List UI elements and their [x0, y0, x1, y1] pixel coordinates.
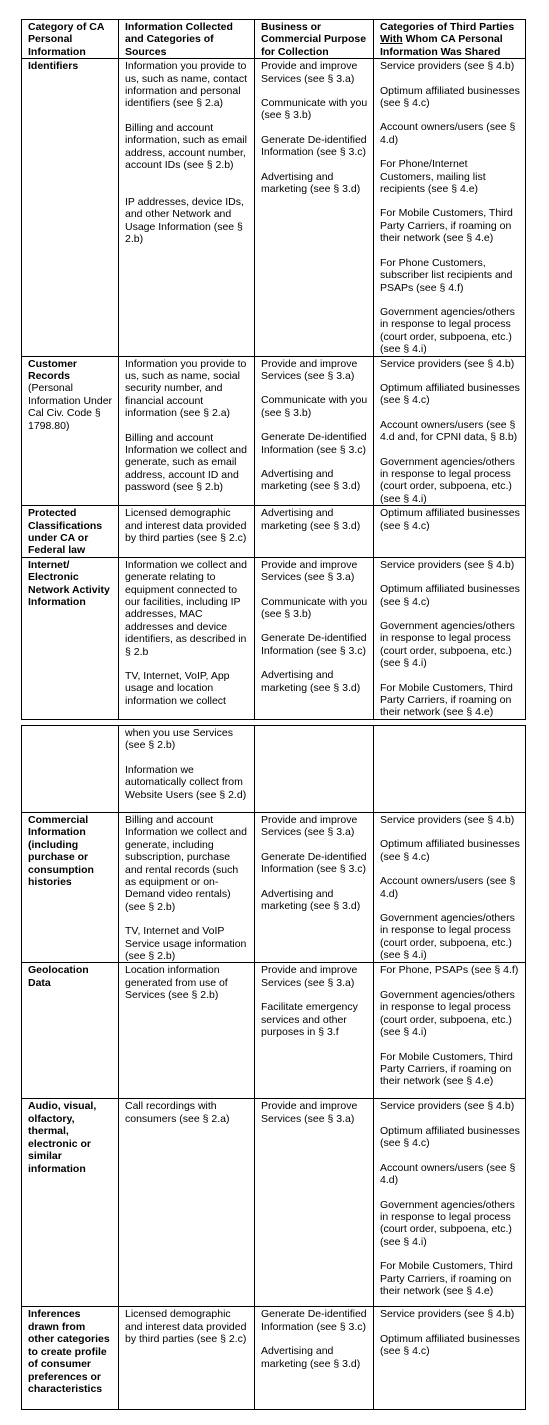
collected-cell-paragraph: Billing and account information, such as email address, account number, account IDs (see § 2.b) [125, 121, 247, 172]
collected-cell-paragraph: Information you provide to us, such as name, social security number, and financial account information (see § 2.a) [125, 357, 247, 420]
third-parties-cell-paragraph: For Mobile Customers, Third Party Carriers, if roaming on their network (see § 4.e) [380, 1260, 513, 1297]
category-cell [22, 1307, 119, 1410]
third-parties-cell-paragraph: Service providers (see § 4.b) [380, 1100, 515, 1113]
third-parties-cell-paragraph: Optimum affiliated businesses (see § 4.c) [380, 507, 520, 532]
purpose-cell-paragraph: Communicate with you (see § 3.b) [261, 595, 368, 621]
purpose-cell-paragraph: Generate De-identified Information (see § 3.c) [261, 431, 367, 456]
purpose-cell [255, 557, 374, 719]
purpose-cell [255, 1307, 374, 1410]
table-row [22, 726, 526, 813]
purpose-cell-paragraph: Generate De-identified Information (see § 3.c) [261, 850, 367, 876]
header-third-parties: Categories of Third Parties With Whom CA Personal Information Was Shared [374, 20, 526, 59]
collected-cell-paragraph: Information you provide to us, such as name, contact information and personal identifiers (see § 2.a) [125, 60, 247, 110]
collected-cell [119, 813, 255, 963]
collected-cell-paragraph: TV, Internet, VoIP, App usage and location information we collect [125, 670, 230, 707]
collected-cell [119, 1099, 255, 1307]
third-parties-cell-paragraph: For Phone Customers, subscriber list recipients and PSAPs (see § 4.f) [380, 256, 513, 294]
collected-cell-paragraph: TV, Internet and VoIP Service usage information (see § 2.b) [125, 925, 247, 963]
third-parties-cell [374, 59, 526, 356]
category-cell [22, 356, 119, 506]
collected-cell-paragraph: Billing and account Information we collect and generate, such as email address, account ID and password (see § 2.b) [125, 431, 247, 494]
purpose-cell-paragraph: Advertising and marketing (see § 3.d) [261, 1345, 361, 1370]
collected-cell [119, 1307, 255, 1410]
table-row [22, 963, 526, 1099]
purpose-cell-paragraph: Provide and improve Services (see § 3.a) [261, 814, 358, 839]
third-parties-cell [374, 356, 526, 506]
third-parties-cell [374, 1099, 526, 1307]
table-row [22, 356, 526, 506]
category-name: Inferences drawn from other categories to create profile of consumer preferences or characteristics [28, 1308, 110, 1395]
third-parties-cell-paragraph: Government agencies/others in response to legal process (court order, subpoena, etc.) (see § 4.i) [380, 1198, 515, 1248]
third-parties-cell-paragraph: For Mobile Customers, Third Party Carriers, if roaming on their network (see § 4.e) [380, 1050, 513, 1088]
third-parties-cell [374, 813, 526, 963]
third-parties-cell [374, 506, 526, 558]
collected-cell-paragraph: Information we collect and generate relating to equipment connected to our facilities, including IP addresses, MAC addresses and device identifiers, as described in § 2.b [125, 558, 247, 658]
privacy-table-part-2 [21, 725, 526, 1410]
third-parties-cell-paragraph: Government agencies/others in response to legal process (court order, subpoena, etc.) (see § 4.i) [380, 305, 515, 356]
table-row [22, 557, 526, 719]
header-purpose: Business or Commercial Purpose for Collection [255, 20, 374, 59]
collected-cell-paragraph: when you use Services (see § 2.b) [125, 727, 233, 752]
purpose-cell-paragraph: Communicate with you (see § 3.b) [261, 394, 368, 419]
collected-cell [119, 963, 255, 1099]
category-cell [22, 813, 119, 963]
third-parties-cell-paragraph: Service providers (see § 4.b) [380, 558, 515, 571]
category-cell [22, 557, 119, 719]
category-note: (Personal Information Under Cal Civ. Code § 1798.80) [28, 382, 113, 432]
purpose-cell-paragraph: Provide and improve Services (see § 3.a) [261, 1100, 358, 1125]
third-parties-cell-paragraph: Government agencies/others in response to legal process (court order, subpoena, etc.) (see § 4.i) [380, 988, 515, 1039]
purpose-cell-paragraph: Facilitate emergency services and other purposes in § 3.f [261, 1001, 358, 1039]
purpose-cell-paragraph: Generate De-identified Information (see § 3.c) [261, 1308, 367, 1333]
table-row [22, 506, 526, 558]
third-parties-cell-paragraph: Government agencies/others in response to legal process (court order, subpoena, etc.) (see § 4.i) [380, 912, 515, 962]
purpose-cell-paragraph: Generate De-identified Information (see § 3.c) [261, 632, 367, 657]
third-parties-cell-paragraph: For Mobile Customers, Third Party Carriers, if roaming on their network (see § 4.e) [380, 207, 513, 245]
collected-cell [119, 726, 255, 813]
third-parties-cell-paragraph: Government agencies/others in response to legal process (court order, subpoena, etc.) (see § 4.i) [380, 455, 515, 505]
collected-cell [119, 356, 255, 506]
purpose-cell-paragraph: Advertising and marketing (see § 3.d) [261, 170, 361, 196]
third-parties-cell-paragraph: Optimum affiliated businesses (see § 4.c) [380, 1332, 520, 1358]
third-parties-cell-paragraph: Government agencies/others in response to legal process (court order, subpoena, etc.) (see § 4.i) [380, 620, 515, 670]
purpose-cell [255, 963, 374, 1099]
third-parties-cell-paragraph: Account owners/users (see § 4.d) [380, 1161, 516, 1187]
third-parties-cell-paragraph: Account owners/users (see § 4.d) [380, 121, 516, 146]
purpose-cell-paragraph: Advertising and marketing (see § 3.d) [261, 507, 361, 532]
table-row [22, 1307, 526, 1410]
purpose-cell-paragraph: Advertising and marketing (see § 3.d) [261, 669, 361, 694]
purpose-cell-paragraph: Generate De-identified Information (see § 3.c) [261, 133, 367, 159]
purpose-cell-paragraph: Advertising and marketing (see § 3.d) [261, 887, 361, 913]
table-header-row [22, 20, 526, 59]
collected-cell-paragraph: Information we automatically collect from Website Users (see § 2.d) [125, 763, 247, 801]
collected-cell-paragraph: IP addresses, device IDs, and other Network and Usage Information (see § 2.b) [125, 195, 244, 246]
third-parties-cell-paragraph: Service providers (see § 4.b) [380, 60, 515, 73]
third-parties-cell-paragraph: Optimum affiliated businesses (see § 4.c) [380, 583, 520, 608]
purpose-cell [255, 1099, 374, 1307]
collected-cell-paragraph: Location information generated from use of Services (see § 2.b) [125, 964, 228, 1002]
category-cell [22, 506, 119, 558]
header-collected: Information Collected and Categories of Sources [119, 20, 255, 59]
category-name: Identifiers [28, 60, 79, 73]
third-parties-cell [374, 726, 526, 813]
third-parties-cell [374, 1307, 526, 1410]
third-parties-cell-paragraph: Optimum affiliated businesses (see § 4.c) [380, 838, 520, 863]
category-cell [22, 963, 119, 1099]
purpose-cell-paragraph: Advertising and marketing (see § 3.d) [261, 467, 361, 493]
third-parties-cell-paragraph: Optimum affiliated businesses (see § 4.c) [380, 84, 520, 110]
purpose-cell-paragraph: Provide and improve Services (see § 3.a) [261, 60, 358, 85]
category-name: Protected Classifications under CA or Federal law [28, 507, 103, 557]
collected-cell-paragraph: Licensed demographic and interest data provided by third parties (see § 2.c) [125, 507, 247, 544]
purpose-cell [255, 726, 374, 813]
table-row [22, 1099, 526, 1307]
collected-cell [119, 59, 255, 356]
collected-cell-paragraph: Billing and account Information we collect and generate, including subscription, purchase and rental records (such as equipment or on-Demand video rentals) (see § 2.b) [125, 814, 247, 913]
purpose-cell-paragraph: Communicate with you (see § 3.b) [261, 97, 368, 122]
third-parties-cell [374, 557, 526, 719]
third-parties-cell-paragraph: For Phone, PSAPs (see § 4.f) [380, 964, 519, 977]
table-row [22, 813, 526, 963]
purpose-cell-paragraph: Provide and improve Services (see § 3.a) [261, 964, 358, 989]
third-parties-cell-paragraph: Account owners/users (see § 4.d) [380, 875, 516, 900]
category-name: Internet/ Electronic Network Activity Information [28, 558, 110, 609]
purpose-cell [255, 506, 374, 558]
third-parties-cell-paragraph: Optimum affiliated businesses (see § 4.c) [380, 1124, 520, 1150]
purpose-cell-paragraph: Provide and improve Services (see § 3.a) [261, 558, 358, 584]
header-category: Category of CA Personal Information [22, 20, 119, 59]
collected-cell-paragraph: Licensed demographic and interest data provided by third parties (see § 2.c) [125, 1308, 247, 1346]
category-name: Geolocation Data [28, 964, 89, 989]
third-parties-cell-paragraph: For Phone/Internet Customers, mailing list recipients (see § 4.e) [380, 158, 486, 196]
category-name: Audio, visual, olfactory, thermal, electronic or similar information [28, 1100, 97, 1175]
purpose-cell [255, 813, 374, 963]
third-parties-cell-paragraph: Service providers (see § 4.b) [380, 357, 515, 370]
third-parties-cell-paragraph: Optimum affiliated businesses (see § 4.c) [380, 381, 520, 407]
third-parties-cell-paragraph: Account owners/users (see § 4.d and, for CPNI data, § 8.b) [380, 418, 518, 444]
collected-cell [119, 506, 255, 558]
collected-cell-paragraph: Call recordings with consumers (see § 2.a) [125, 1100, 230, 1125]
purpose-cell [255, 59, 374, 356]
category-name: Commercial Information (including purchase or consumption histories [28, 814, 94, 889]
third-parties-cell-paragraph: For Mobile Customers, Third Party Carriers, if roaming on their network (see § 4.e) [380, 681, 513, 719]
purpose-cell [255, 356, 374, 506]
third-parties-cell-paragraph: Service providers (see § 4.b) [380, 814, 515, 826]
category-name: Customer Records [28, 357, 78, 382]
table-row [22, 59, 526, 356]
collected-cell [119, 557, 255, 719]
privacy-table-part-1 [21, 19, 526, 720]
purpose-cell-paragraph: Provide and improve Services (see § 3.a) [261, 357, 358, 382]
third-parties-cell-paragraph: Service providers (see § 4.b) [380, 1308, 515, 1321]
category-cell [22, 1099, 119, 1307]
third-parties-cell [374, 963, 526, 1099]
category-cell [22, 59, 119, 356]
category-cell [22, 726, 119, 813]
